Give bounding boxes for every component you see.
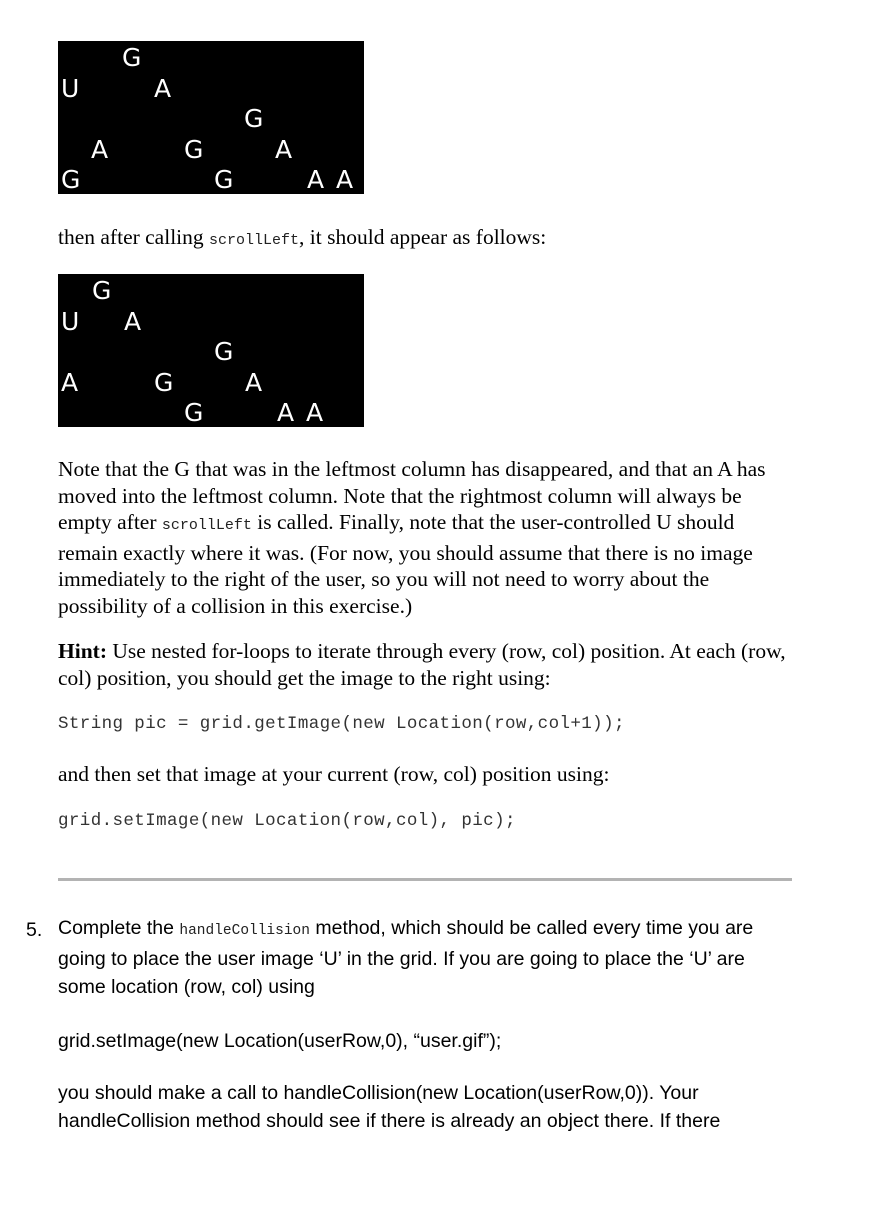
grid-cell: A <box>154 74 172 103</box>
grid-cell: G <box>184 135 204 164</box>
question5-intro: Complete the <box>58 917 180 939</box>
grid-cell: A <box>306 398 324 427</box>
grid-after-image <box>58 274 364 427</box>
grid-cell: G <box>214 337 234 366</box>
note-paragraph <box>58 456 793 619</box>
grid-cell-user: U <box>61 74 80 103</box>
horizontal-divider <box>58 878 792 881</box>
grid-cell: A <box>275 135 293 164</box>
question-number: 5. <box>26 919 43 941</box>
grid-cell: G <box>61 165 81 194</box>
code-set-image: grid.setImage(new Location(row,col), pic); <box>58 811 516 831</box>
intro-text-end: , it should appear as follows: <box>299 225 547 249</box>
grid-cell: A <box>245 368 263 397</box>
scroll-left-code: scrollLeft <box>161 517 252 534</box>
grid-before-image <box>58 41 364 194</box>
scroll-left-code: scrollLeft <box>209 232 300 249</box>
intro-paragraph <box>58 224 798 255</box>
grid-cell-user: U <box>61 307 80 336</box>
question5-text <box>58 914 793 1001</box>
grid-cell: G <box>154 368 174 397</box>
grid-cell: G <box>244 104 264 133</box>
set-image-statement: grid.setImage(new Location(userRow,0), “user.gif”); <box>58 1030 502 1052</box>
hint-text: Use nested for-loops to iterate through every (row, col) position. At each (row, col) position, you should get the image to the right using: <box>58 639 786 690</box>
handle-collision-code: handleCollision <box>179 923 310 939</box>
code-get-image: String pic = grid.getImage(new Location(row,col+1)); <box>58 714 625 734</box>
grid-cell: A <box>61 368 79 397</box>
grid-cell: G <box>214 165 234 194</box>
hint-paragraph <box>58 638 793 691</box>
note-text-end: is called. Finally, note that the user-controlled U should remain exactly where it was. (For now, you should assume that there is no image immediately to the right of the user, so you will not need to worry about the possibility of a collision in this exercise.) <box>58 510 753 618</box>
grid-cell: A <box>124 307 142 336</box>
grid-cell: A <box>307 165 325 194</box>
grid-cell: G <box>184 398 204 427</box>
hint-label: Hint: <box>58 639 107 663</box>
then-paragraph: and then set that image at your current (row, col) position using: <box>58 762 610 786</box>
grid-cell: G <box>122 43 142 72</box>
grid-cell: A <box>91 135 109 164</box>
question5-body: method, which should be called every time you are going to place the user image ‘U’ in the grid. If you are going to place the ‘U’ are some location (row, col) using <box>58 917 754 998</box>
note-text: Note that the G that was in the leftmost column has disappeared, and that an A has moved into the leftmost column. Note that the rightmost column will always be empty after <box>58 457 766 534</box>
grid-cell: A <box>336 165 354 194</box>
grid-cell: G <box>92 276 112 305</box>
intro-text: then after calling <box>58 225 210 249</box>
question5-continuation: you should make a call to handleCollision(new Location(userRow,0)). Your handleCollision method should see if there is already an object there. If there <box>58 1082 721 1132</box>
grid-cell: A <box>277 398 295 427</box>
